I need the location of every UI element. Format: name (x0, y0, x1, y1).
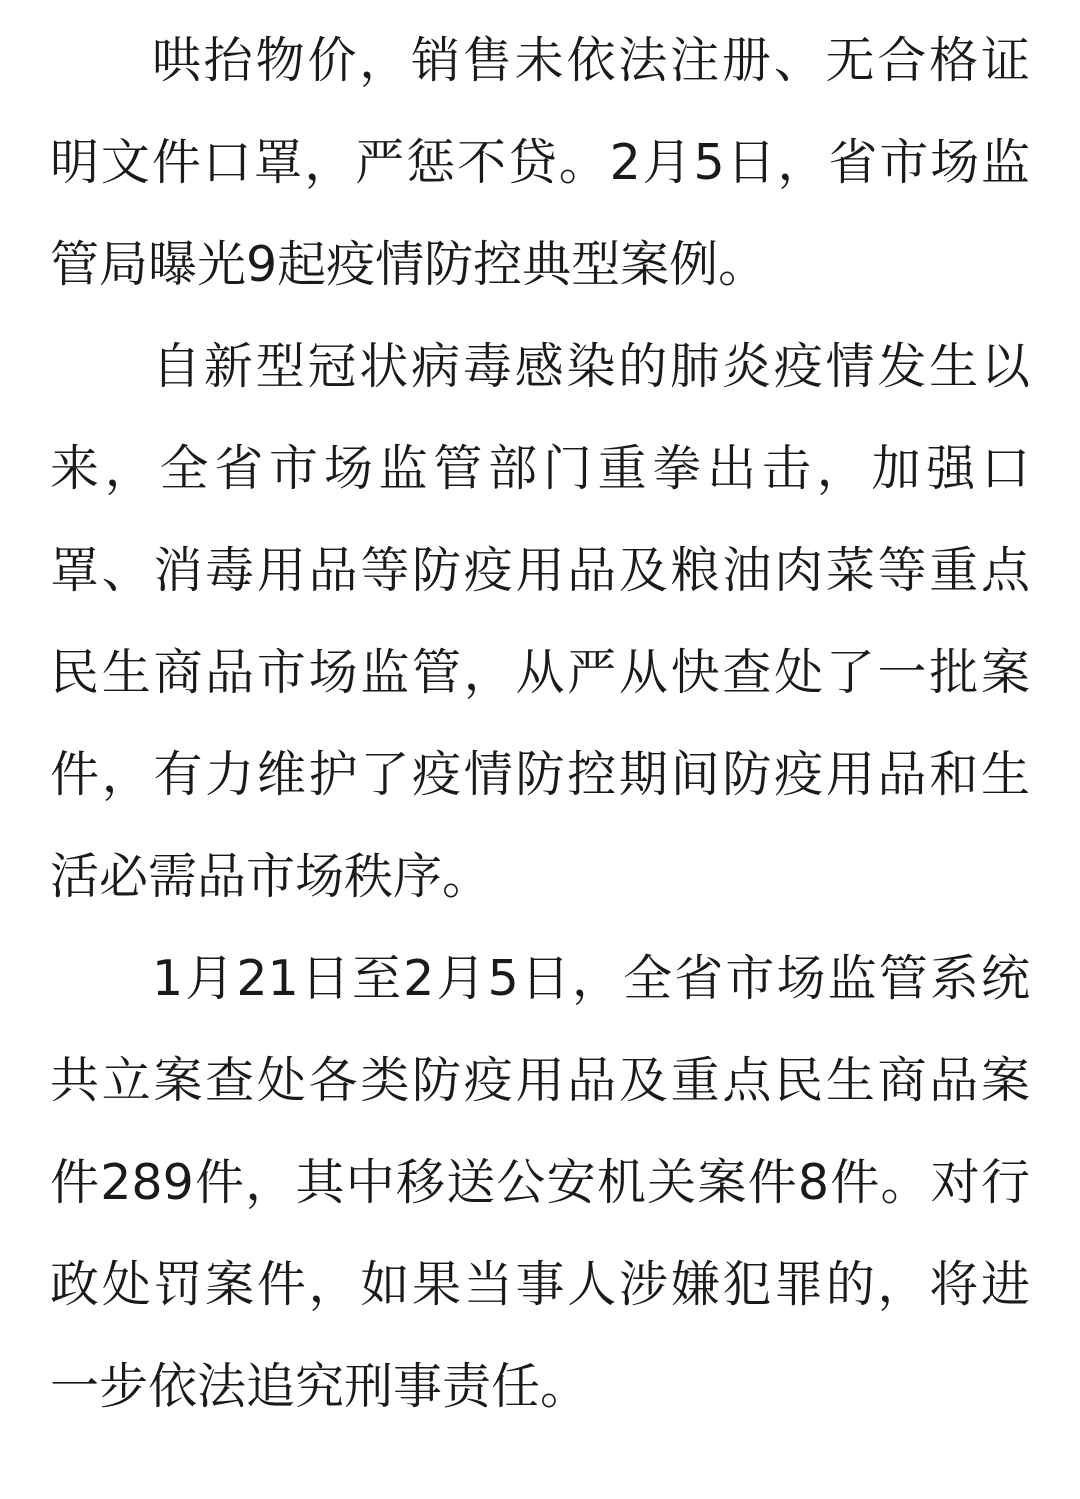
paragraph-1 (50, 10, 1030, 316)
article-body (50, 10, 1030, 1438)
paragraph-line: 一步依法追究刑事责任。 (50, 1358, 590, 1415)
paragraph-line: 政处罚案件，如果当事人涉嫌犯罪的，将进 (50, 1256, 1030, 1313)
paragraph-line: 件，有力维护了疫情防控期间防疫用品和生 (50, 746, 1030, 803)
paragraph-line: 共立案查处各类防疫用品及重点民生商品案 (50, 1052, 1030, 1109)
paragraph-line: 活必需品市场秩序。 (50, 848, 492, 905)
paragraph-line: 管局曝光9起疫情防控典型案例。 (50, 236, 768, 293)
paragraph-line: 明文件口罩，严惩不贷。2月5日，省市场监 (50, 134, 1030, 191)
paragraph-line: 1月21日至2月5日，全省市场监管系统 (152, 950, 1030, 1007)
paragraph-2 (50, 316, 1030, 928)
paragraph-line: 民生商品市场监管，从严从快查处了一批案 (50, 644, 1030, 701)
paragraph-line: 来，全省市场监管部门重拳出击，加强口 (50, 440, 1030, 497)
paragraph-line: 件289件，其中移送公安机关案件8件。对行 (50, 1154, 1030, 1211)
paragraph-line: 自新型冠状病毒感染的肺炎疫情发生以 (152, 338, 1030, 395)
paragraph-line: 哄抬物价，销售未依法注册、无合格证 (152, 32, 1030, 89)
paragraph-line: 罩、消毒用品等防疫用品及粮油肉菜等重点 (50, 542, 1030, 599)
paragraph-3 (50, 928, 1030, 1438)
